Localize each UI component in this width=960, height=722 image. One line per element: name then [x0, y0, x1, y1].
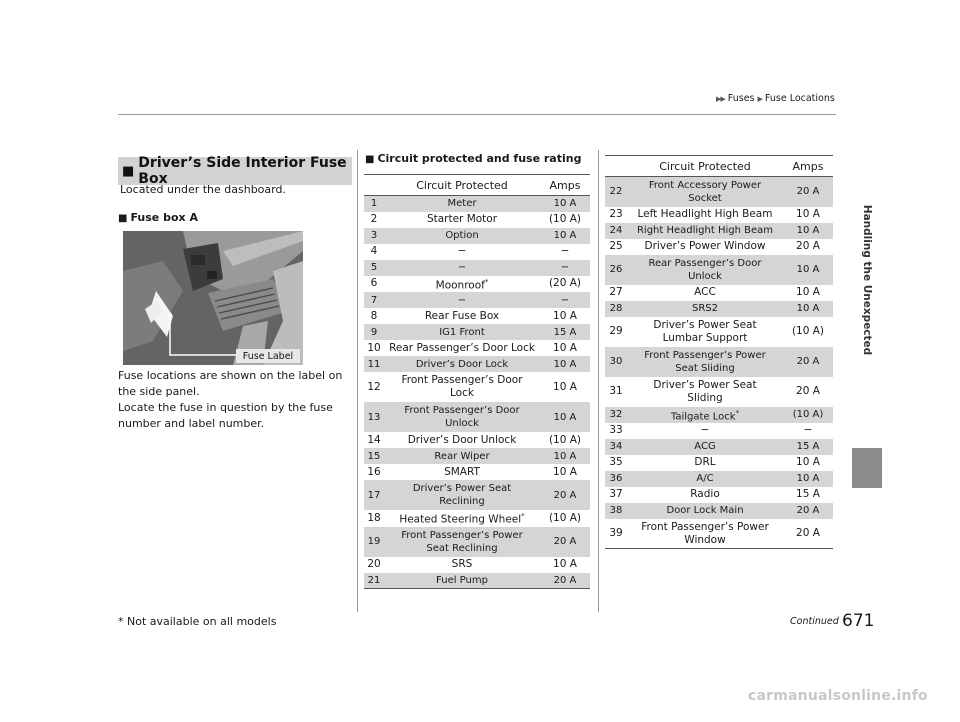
fuse-amps: −	[560, 262, 570, 273]
table-row	[605, 519, 833, 549]
table-row	[605, 285, 833, 301]
fuse-amps: 20 A	[553, 536, 577, 547]
circuit-text: Front Accessory Power Socket	[648, 179, 762, 204]
circuit-text: Rear Fuse Box	[424, 309, 500, 322]
circuit-text: Driver’s Power Seat Sliding	[653, 378, 757, 404]
table-heading	[365, 152, 581, 165]
column-divider	[357, 150, 358, 612]
fuse-amps: 10 A	[553, 411, 577, 423]
fuse-number: 34	[609, 441, 623, 453]
fuse-number: 11	[367, 358, 381, 370]
fuse-number: 28	[609, 303, 623, 314]
table-row	[364, 308, 590, 324]
circuit-text: IG1 Front	[439, 326, 485, 338]
breadcrumb-arrow-icon: ▶▶	[716, 95, 725, 103]
circuit-name	[384, 276, 540, 293]
circuit-name	[627, 407, 783, 423]
header-circuit: Circuit Protected	[659, 159, 751, 173]
fuse-number: 19	[367, 536, 381, 547]
fuse-amps: 20 A	[796, 240, 820, 252]
table-row	[605, 377, 833, 407]
circuit-name	[627, 439, 783, 455]
circuit-name	[627, 223, 783, 239]
breadcrumb-item-fuses[interactable]: Fuses	[727, 93, 755, 104]
header-no	[364, 175, 384, 196]
note-line: Locate the fuse in question by the fuse	[118, 401, 333, 414]
circuit-name	[384, 244, 540, 260]
fuse-amps: 10 A	[796, 264, 820, 275]
circuit-text: Driver’s Power Seat Reclining	[412, 483, 512, 507]
table-row	[364, 212, 590, 228]
circuit-text: DRL	[694, 456, 716, 469]
chapter-side-tab-label: Handling the Unexpected	[861, 204, 873, 356]
table-row	[364, 372, 590, 402]
section-heading	[118, 157, 352, 185]
note-line: the side panel.	[118, 385, 200, 398]
fuse-amps: 20 A	[553, 574, 577, 586]
table-row	[364, 324, 590, 340]
fuse-number: 27	[609, 286, 623, 298]
table-row	[605, 423, 833, 439]
circuit-text: SRS2	[691, 303, 718, 314]
location-text: Located under the dashboard.	[120, 183, 286, 196]
circuit-text: Right Headlight High Beam	[636, 225, 774, 236]
circuit-text: A/C	[696, 473, 714, 485]
table-row	[605, 487, 833, 503]
circuit-text: Rear Wiper	[434, 450, 490, 462]
circuit-text: Heated Steering Wheel	[399, 513, 522, 526]
fuse-number: 31	[609, 385, 623, 397]
table-row	[364, 244, 590, 260]
fuse-number: 20	[367, 558, 381, 570]
fuse-amps: 10 A	[553, 558, 577, 570]
circuit-name	[627, 177, 783, 207]
circuit-name	[627, 471, 783, 487]
table-row	[364, 276, 590, 293]
circuit-name	[384, 212, 540, 228]
footnote-marker: *	[484, 277, 489, 286]
fuse-amps: 20 A	[796, 186, 820, 198]
circuit-text: ACC	[694, 286, 716, 298]
circuit-name	[384, 402, 540, 432]
fuse-amps: (20 A)	[548, 277, 582, 290]
fuse-number: 22	[609, 186, 623, 198]
fuse-amps: 15 A	[553, 326, 577, 338]
table-row	[364, 480, 590, 510]
circuit-name	[384, 196, 540, 212]
fuse-number: 25	[609, 240, 623, 252]
fuse-number: 4	[370, 245, 378, 257]
table-row	[364, 356, 590, 372]
circuit-text: Fuel Pump	[436, 574, 488, 586]
fuse-number: 6	[370, 277, 378, 290]
fuse-number: 15	[367, 450, 381, 462]
note-line: Fuse locations are shown on the label on	[118, 369, 343, 382]
table-row	[605, 301, 833, 317]
fuse-number: 38	[609, 505, 623, 517]
footnote-marker: *	[521, 512, 525, 520]
circuit-text: −	[457, 245, 467, 257]
fuse-amps: 10 A	[796, 303, 820, 314]
fuse-amps: −	[560, 294, 570, 306]
fuse-amps: (10 A)	[548, 213, 582, 225]
fuse-amps: 10 A	[796, 456, 820, 469]
table-row	[364, 196, 590, 212]
fuse-number: 2	[370, 213, 378, 225]
fuse-number: 29	[609, 325, 623, 337]
fuse-number: 32	[609, 409, 623, 421]
circuit-text: Tailgate Lock	[670, 410, 736, 422]
table-row	[364, 228, 590, 244]
circuit-text: Driver’s Power Window	[644, 240, 766, 252]
circuit-text: Left Headlight High Beam	[637, 208, 773, 220]
square-bullet-icon: ■	[365, 154, 375, 165]
circuit-text: Door Lock Main	[666, 505, 744, 517]
table-row	[364, 573, 590, 589]
circuit-text: Driver’s Door Lock	[415, 358, 509, 370]
circuit-name	[627, 317, 783, 347]
fuse-amps: 20 A	[796, 356, 820, 367]
table-row	[364, 557, 590, 573]
circuit-name	[627, 285, 783, 301]
table-row	[364, 527, 590, 557]
fuse-amps: −	[560, 245, 570, 257]
circuit-text: Front Passenger’s Door Lock	[401, 374, 523, 399]
table-row	[364, 432, 590, 448]
fuse-number: 1	[370, 198, 378, 210]
circuit-name	[627, 255, 783, 285]
circuit-text: SRS	[451, 558, 473, 570]
circuit-text: Rear Passenger’s Door Unlock	[648, 257, 762, 282]
header-divider	[118, 114, 836, 115]
circuit-name	[384, 292, 540, 308]
table-row	[605, 317, 833, 347]
fuse-amps: 10 A	[553, 198, 577, 210]
fuse-number: 23	[609, 208, 623, 220]
fuse-number: 8	[370, 309, 378, 322]
fuse-number: 12	[367, 380, 381, 393]
circuit-name	[384, 228, 540, 244]
circuit-name	[627, 455, 783, 471]
table-row	[605, 223, 833, 239]
fuse-box-heading	[118, 211, 198, 224]
fuse-amps: 10 A	[553, 309, 577, 322]
table-row	[605, 471, 833, 487]
fuse-table-right	[605, 155, 833, 549]
continued-label: Continued	[790, 616, 839, 627]
circuit-text: Front Passenger’s Power Seat Sliding	[644, 349, 766, 374]
fuse-number: 7	[370, 294, 378, 306]
column-divider	[598, 150, 599, 612]
circuit-name	[384, 356, 540, 372]
table-row	[605, 407, 833, 423]
circuit-text: Rear Passenger’s Door Lock	[389, 341, 535, 354]
circuit-name	[384, 510, 540, 527]
circuit-text: −	[700, 424, 710, 437]
circuit-name	[627, 239, 783, 255]
circuit-name	[384, 527, 540, 557]
table-row	[605, 255, 833, 285]
circuit-text: −	[457, 262, 467, 273]
circuit-text: Front Passenger’s Door Unlock	[404, 405, 520, 429]
fuse-number: 18	[367, 511, 381, 524]
square-bullet-icon: ■	[122, 163, 135, 179]
header-no	[605, 156, 627, 177]
fuse-amps: −	[803, 424, 813, 437]
circuit-text: ACG	[694, 441, 716, 453]
fuse-amps: 20 A	[796, 505, 820, 517]
fuse-amps: (10 A)	[548, 511, 582, 524]
fuse-table-left	[364, 174, 590, 589]
fuse-amps: 10 A	[796, 208, 820, 220]
circuit-name	[384, 340, 540, 356]
fuse-amps: (10 A)	[792, 409, 824, 421]
square-bullet-icon: ■	[118, 213, 128, 224]
table-row	[605, 347, 833, 377]
circuit-name	[384, 557, 540, 573]
fuse-number: 37	[609, 488, 623, 501]
circuit-name	[384, 464, 540, 480]
table-row	[364, 510, 590, 527]
circuit-name	[384, 308, 540, 324]
fuse-amps: (10 A)	[791, 325, 825, 337]
fuse-amps: 10 A	[796, 473, 820, 485]
header-circuit: Circuit Protected	[416, 178, 508, 192]
circuit-name	[384, 260, 540, 276]
circuit-text: Radio	[690, 488, 720, 501]
footnote: * Not available on all models	[118, 615, 277, 628]
fuse-number: 13	[367, 411, 381, 423]
fuse-number: 16	[367, 465, 381, 478]
circuit-name	[627, 487, 783, 503]
note-line: number and label number.	[118, 417, 265, 430]
fuse-amps: 10 A	[553, 358, 577, 370]
circuit-text: Driver’s Power Seat Lumbar Support	[653, 318, 757, 344]
circuit-name	[627, 377, 783, 407]
fuse-number: 10	[367, 341, 381, 354]
fuse-number: 3	[370, 230, 378, 241]
fuse-amps: 20 A	[796, 385, 820, 397]
table-row	[605, 207, 833, 223]
breadcrumb	[716, 93, 835, 104]
fuse-amps: 10 A	[796, 286, 820, 298]
circuit-name	[384, 324, 540, 340]
circuit-text: Driver’s Door Unlock	[407, 433, 517, 446]
circuit-name	[627, 423, 783, 439]
circuit-name	[627, 347, 783, 377]
watermark: carmanualsonline.info	[748, 688, 928, 704]
fuse-amps: 10 A	[796, 225, 820, 236]
fuse-amps: 10 A	[553, 230, 577, 241]
circuit-text: Option	[445, 230, 479, 241]
section-heading-text: Driver’s Side Interior Fuse Box	[138, 155, 347, 187]
fuse-amps: 10 A	[553, 450, 577, 462]
fuse-number: 24	[609, 225, 623, 236]
header-amps: Amps	[792, 159, 824, 173]
circuit-name	[627, 503, 783, 519]
circuit-name	[384, 372, 540, 402]
circuit-text: Front Passenger’s Power Window	[641, 520, 769, 546]
fuse-number: 26	[609, 264, 623, 275]
fuse-number: 33	[609, 424, 623, 437]
table-row	[364, 464, 590, 480]
table-heading-text: Circuit protected and fuse rating	[377, 152, 582, 165]
fuse-number: 35	[609, 456, 623, 469]
table-row	[605, 439, 833, 455]
circuit-text: Meter	[447, 198, 477, 210]
chapter-marker-block	[852, 448, 882, 488]
circuit-text: −	[457, 294, 467, 306]
fuse-number: 36	[609, 473, 623, 485]
breadcrumb-item-fuse-locations[interactable]: Fuse Locations	[764, 93, 835, 104]
fuse-number: 14	[367, 433, 381, 446]
fuse-number: 9	[370, 326, 378, 338]
table-row	[364, 292, 590, 308]
table-row	[605, 239, 833, 255]
header-amps: Amps	[549, 178, 581, 192]
fuse-amps: 15 A	[796, 488, 820, 501]
fuse-amps: 15 A	[796, 441, 820, 453]
fuse-number: 17	[367, 489, 381, 501]
fuse-amps: 10 A	[553, 380, 577, 393]
circuit-text: Moonroof	[435, 279, 485, 291]
fuse-number: 30	[609, 356, 623, 367]
circuit-name	[384, 432, 540, 448]
circuit-text: SMART	[444, 465, 480, 478]
table-row	[605, 177, 833, 207]
chapter-side-tab[interactable]	[852, 112, 882, 448]
page-number: 671	[842, 611, 875, 631]
circuit-name	[384, 448, 540, 464]
fuse-box-photo	[123, 231, 303, 365]
circuit-name	[627, 301, 783, 317]
fuse-label-callout: Fuse Label	[236, 349, 300, 363]
fuse-number: 5	[370, 262, 378, 273]
footnote-marker: *	[735, 408, 740, 417]
circuit-name	[384, 573, 540, 589]
fuse-number: 39	[609, 527, 623, 540]
table-row	[605, 503, 833, 519]
fuse-amps: 10 A	[553, 465, 577, 478]
circuit-name	[627, 519, 783, 549]
circuit-text: Starter Motor	[426, 213, 498, 225]
circuit-name	[627, 207, 783, 223]
fuse-box-heading-text: Fuse box A	[130, 211, 198, 224]
circuit-name	[384, 480, 540, 510]
breadcrumb-arrow-icon: ▶	[757, 95, 762, 103]
table-row	[364, 402, 590, 432]
fuse-amps: 10 A	[553, 341, 577, 354]
circuit-text: Front Passenger’s Power Seat Reclining	[401, 529, 523, 554]
fuse-amps: 20 A	[796, 527, 820, 540]
table-row	[364, 340, 590, 356]
table-row	[605, 455, 833, 471]
fuse-number: 21	[367, 574, 381, 586]
fuse-amps: (10 A)	[548, 433, 582, 446]
table-row	[364, 260, 590, 276]
fuse-amps: 20 A	[553, 489, 577, 501]
table-row	[364, 448, 590, 464]
